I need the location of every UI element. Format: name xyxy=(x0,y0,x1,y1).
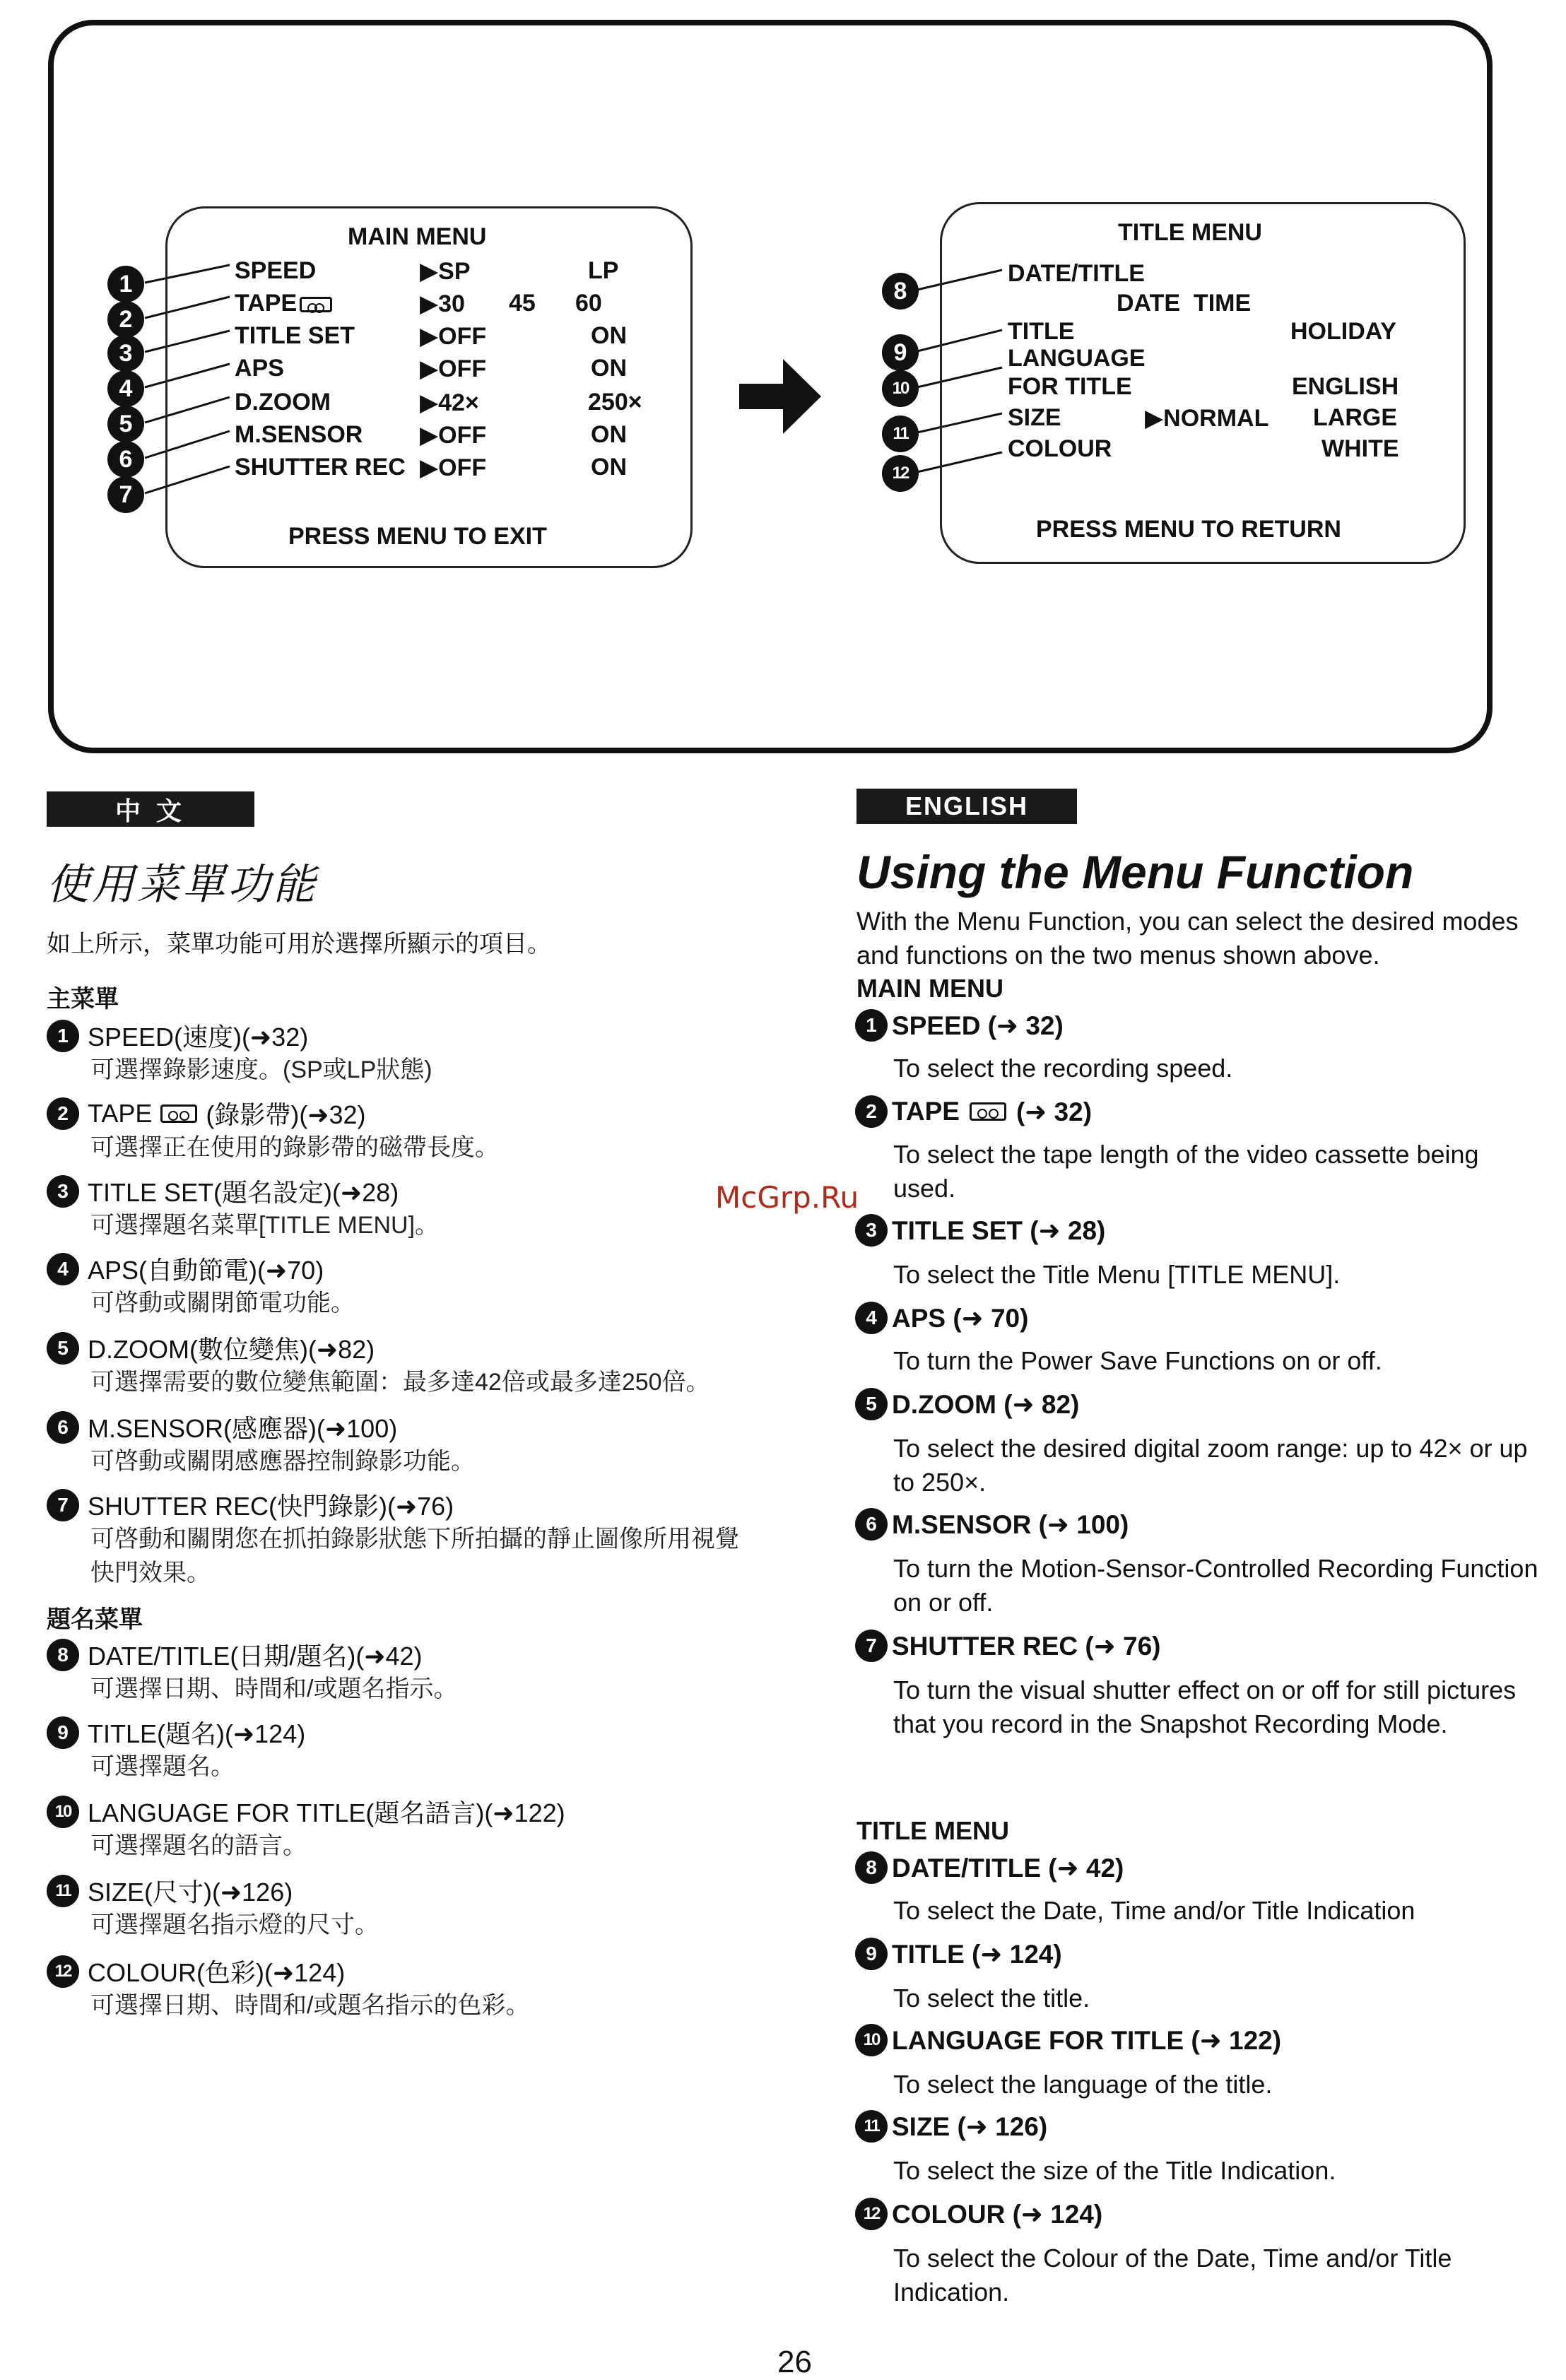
page-number: 26 xyxy=(777,2345,812,2379)
en-item-3: 3 TITLE SET (➜ 28) xyxy=(855,1214,1105,1247)
tape-icon xyxy=(300,297,332,312)
zh-item-8: 8 DATE/TITLE(日期/題名)(➜42) xyxy=(47,1637,423,1673)
title-row-size: SIZE xyxy=(1008,404,1061,431)
zh-item-5: 5 D.ZOOM(數位變焦)(➜82) xyxy=(47,1330,375,1366)
zh-main-menu-label: 主菜單 xyxy=(47,986,119,1013)
menu-value: ON xyxy=(591,454,627,481)
callout-3: 3 xyxy=(107,335,144,372)
title-row-language-value: ENGLISH xyxy=(1292,373,1399,400)
en-item-6-desc: To turn the Motion-Sensor-Controlled Recording Function on or off. xyxy=(893,1554,1538,1617)
en-item-12: 12 COLOUR (➜ 124) xyxy=(855,2198,1102,2230)
en-item-2-desc: To select the tape length of the video cassette being used. xyxy=(893,1140,1479,1203)
title-menu-title: TITLE MENU xyxy=(1118,219,1262,246)
en-item-8: 8 DATE/TITLE (➜ 42) xyxy=(855,1851,1124,1884)
zh-item-4: 4 APS(自動節電)(➜70) xyxy=(47,1251,324,1287)
menu-row-aps: APS xyxy=(235,355,284,382)
zh-intro: 如上所示，菜單功能可用於選擇所顯示的項目。 xyxy=(47,931,551,958)
en-item-12-desc: To select the Colour of the Date, Time and/or Title Indication. xyxy=(893,2244,1452,2307)
en-item-9: 9 TITLE (➜ 124) xyxy=(855,1938,1062,1970)
callout-12: 12 xyxy=(882,455,919,492)
zh-item-10: 10 LANGUAGE FOR TITLE(題名語言)(➜122) xyxy=(47,1793,565,1830)
menu-value: 60 xyxy=(575,290,602,317)
en-item-1-desc: To select the recording speed. xyxy=(893,1054,1233,1083)
callout-10: 10 xyxy=(882,370,919,407)
menu-value: 250× xyxy=(588,389,642,416)
zh-heading: 使用菜單功能 xyxy=(47,861,318,908)
title-row-title: TITLE xyxy=(1008,318,1075,345)
title-row-size-current: ▶NORMAL xyxy=(1145,405,1269,432)
zh-item-3-desc: 可選擇題名菜單[TITLE MENU]。 xyxy=(90,1212,440,1239)
menu-row-title-set: TITLE SET xyxy=(235,322,355,349)
en-item-3-desc: To select the Title Menu [TITLE MENU]. xyxy=(893,1260,1341,1289)
title-row-language: LANGUAGE xyxy=(1008,345,1146,372)
menu-value: ▶OFF xyxy=(420,422,487,449)
menu-value: ▶SP xyxy=(420,258,471,285)
en-item-7-desc: To turn the visual shutter effect on or off for still pictures that you record in the Snapshot Recording Mode. xyxy=(893,1675,1517,1738)
menu-value: ▶30 xyxy=(420,290,465,317)
zh-item-2: 2 TAPE (錄影帶)(➜32) xyxy=(47,1095,366,1131)
zh-item-11-desc: 可選擇題名指示燈的尺寸。 xyxy=(90,1911,379,1938)
callout-11: 11 xyxy=(882,416,919,452)
menu-row-msensor: M.SENSOR xyxy=(235,421,363,448)
zh-item-6-desc: 可啓動或關閉感應器控制錄影功能。 xyxy=(90,1448,475,1475)
menu-value: LP xyxy=(588,257,619,284)
callout-6: 6 xyxy=(107,441,144,478)
arrow-right-icon xyxy=(739,359,821,434)
zh-item-10-desc: 可選擇題名的語言。 xyxy=(90,1832,307,1859)
en-item-4: 4 APS (➜ 70) xyxy=(855,1302,1028,1334)
en-item-2: 2 TAPE (➜ 32) xyxy=(855,1095,1092,1128)
menu-row-shutter-rec: SHUTTER REC xyxy=(235,454,406,481)
menu-value: ▶OFF xyxy=(420,323,487,350)
menu-value: ▶OFF xyxy=(420,454,487,481)
en-item-5: 5 D.ZOOM (➜ 82) xyxy=(855,1388,1079,1420)
zh-language-label: 中 文 xyxy=(47,791,254,827)
zh-item-2-desc: 可選擇正在使用的錄影帶的磁帶長度。 xyxy=(90,1134,499,1161)
title-row-date-time: DATE TIME xyxy=(1117,290,1252,317)
callout-7: 7 xyxy=(107,476,144,513)
zh-item-3: 3 TITLE SET(題名設定)(➜28) xyxy=(47,1173,399,1209)
zh-item-12: 12 COLOUR(色彩)(➜124) xyxy=(47,1953,345,1989)
zh-item-4-desc: 可啓動或關閉節電功能。 xyxy=(90,1290,355,1316)
main-menu-title: MAIN MENU xyxy=(348,223,487,250)
en-item-10-desc: To select the language of the title. xyxy=(893,2070,1273,2099)
tape-icon xyxy=(970,1102,1006,1121)
menu-row-dzoom: D.ZOOM xyxy=(235,389,331,416)
watermark: McGrp.Ru xyxy=(715,1180,859,1215)
en-item-9-desc: To select the title. xyxy=(893,1984,1090,2013)
title-row-size-value: LARGE xyxy=(1313,404,1397,431)
main-menu-footer: PRESS MENU TO EXIT xyxy=(288,523,547,550)
en-heading: Using the Menu Function xyxy=(856,846,1414,898)
en-item-10: 10 LANGUAGE FOR TITLE (➜ 122) xyxy=(855,2024,1281,2056)
menu-value: ON xyxy=(591,322,627,349)
en-main-menu-label: MAIN MENU xyxy=(856,974,1003,1003)
zh-item-9-desc: 可選擇題名。 xyxy=(90,1753,235,1780)
callout-4: 4 xyxy=(107,370,144,407)
zh-item-8-desc: 可選擇日期、時間和/或題名指示。 xyxy=(90,1675,458,1702)
zh-item-12-desc: 可選擇日期、時間和/或題名指示的色彩。 xyxy=(90,1992,530,2019)
menu-value: 45 xyxy=(509,290,536,317)
zh-item-5-desc: 可選擇需要的數位變焦範圍：最多達42倍或最多達250倍。 xyxy=(90,1369,710,1396)
en-item-7: 7 SHUTTER REC (➜ 76) xyxy=(855,1630,1160,1662)
menu-row-tape: TAPE xyxy=(235,290,332,317)
tape-icon xyxy=(160,1104,197,1123)
title-row-colour-value: WHITE xyxy=(1321,435,1399,462)
menu-value: ▶42× xyxy=(420,389,479,416)
callout-2: 2 xyxy=(107,301,144,338)
en-item-1: 1 SPEED (➜ 32) xyxy=(855,1009,1064,1042)
zh-title-menu-label: 題名菜單 xyxy=(47,1606,143,1633)
title-row-colour: COLOUR xyxy=(1008,435,1112,462)
title-row-date-title: DATE/TITLE xyxy=(1008,260,1145,287)
en-language-label: ENGLISH xyxy=(856,789,1077,824)
zh-item-6: 6 M.SENSOR(感應器)(➜100) xyxy=(47,1409,397,1445)
zh-item-7-desc: 可啓動和關閉您在抓拍錄影狀態下所拍攝的靜止圖像所用視覺快門效果。 xyxy=(90,1526,739,1586)
zh-item-1: 1 SPEED(速度)(➜32) xyxy=(47,1018,308,1054)
menu-value: ON xyxy=(591,421,627,448)
zh-item-11: 11 SIZE(尺寸)(➜126) xyxy=(47,1873,293,1909)
en-item-11-desc: To select the size of the Title Indication. xyxy=(893,2156,1336,2185)
menu-value: ON xyxy=(591,355,627,382)
menu-value: ▶OFF xyxy=(420,355,487,382)
en-item-6: 6 M.SENSOR (➜ 100) xyxy=(855,1508,1129,1540)
menu-row-speed: SPEED xyxy=(235,257,317,284)
en-title-menu-label: TITLE MENU xyxy=(856,1816,1009,1845)
en-item-5-desc: To select the desired digital zoom range: up to 42× or up to 250×. xyxy=(893,1434,1528,1497)
title-row-for-title: FOR TITLE xyxy=(1008,373,1132,400)
en-item-8-desc: To select the Date, Time and/or Title Indication xyxy=(893,1896,1415,1925)
callout-1: 1 xyxy=(107,266,144,302)
callout-5: 5 xyxy=(107,406,144,442)
en-item-4-desc: To turn the Power Save Functions on or off. xyxy=(893,1346,1382,1375)
en-intro: With the Menu Function, you can select the desired modes and functions on the two menus shown above. xyxy=(856,907,1519,970)
callout-8: 8 xyxy=(882,273,919,310)
en-item-11: 11 SIZE (➜ 126) xyxy=(855,2110,1047,2143)
zh-item-9: 9 TITLE(題名)(➜124) xyxy=(47,1714,305,1750)
title-menu-footer: PRESS MENU TO RETURN xyxy=(1036,516,1341,543)
callout-9: 9 xyxy=(882,334,919,371)
zh-item-1-desc: 可選擇錄影速度。(SP或LP狀態) xyxy=(90,1056,432,1083)
zh-item-7: 7 SHUTTER REC(快門錄影)(➜76) xyxy=(47,1487,454,1523)
title-row-title-value: HOLIDAY xyxy=(1290,318,1396,345)
